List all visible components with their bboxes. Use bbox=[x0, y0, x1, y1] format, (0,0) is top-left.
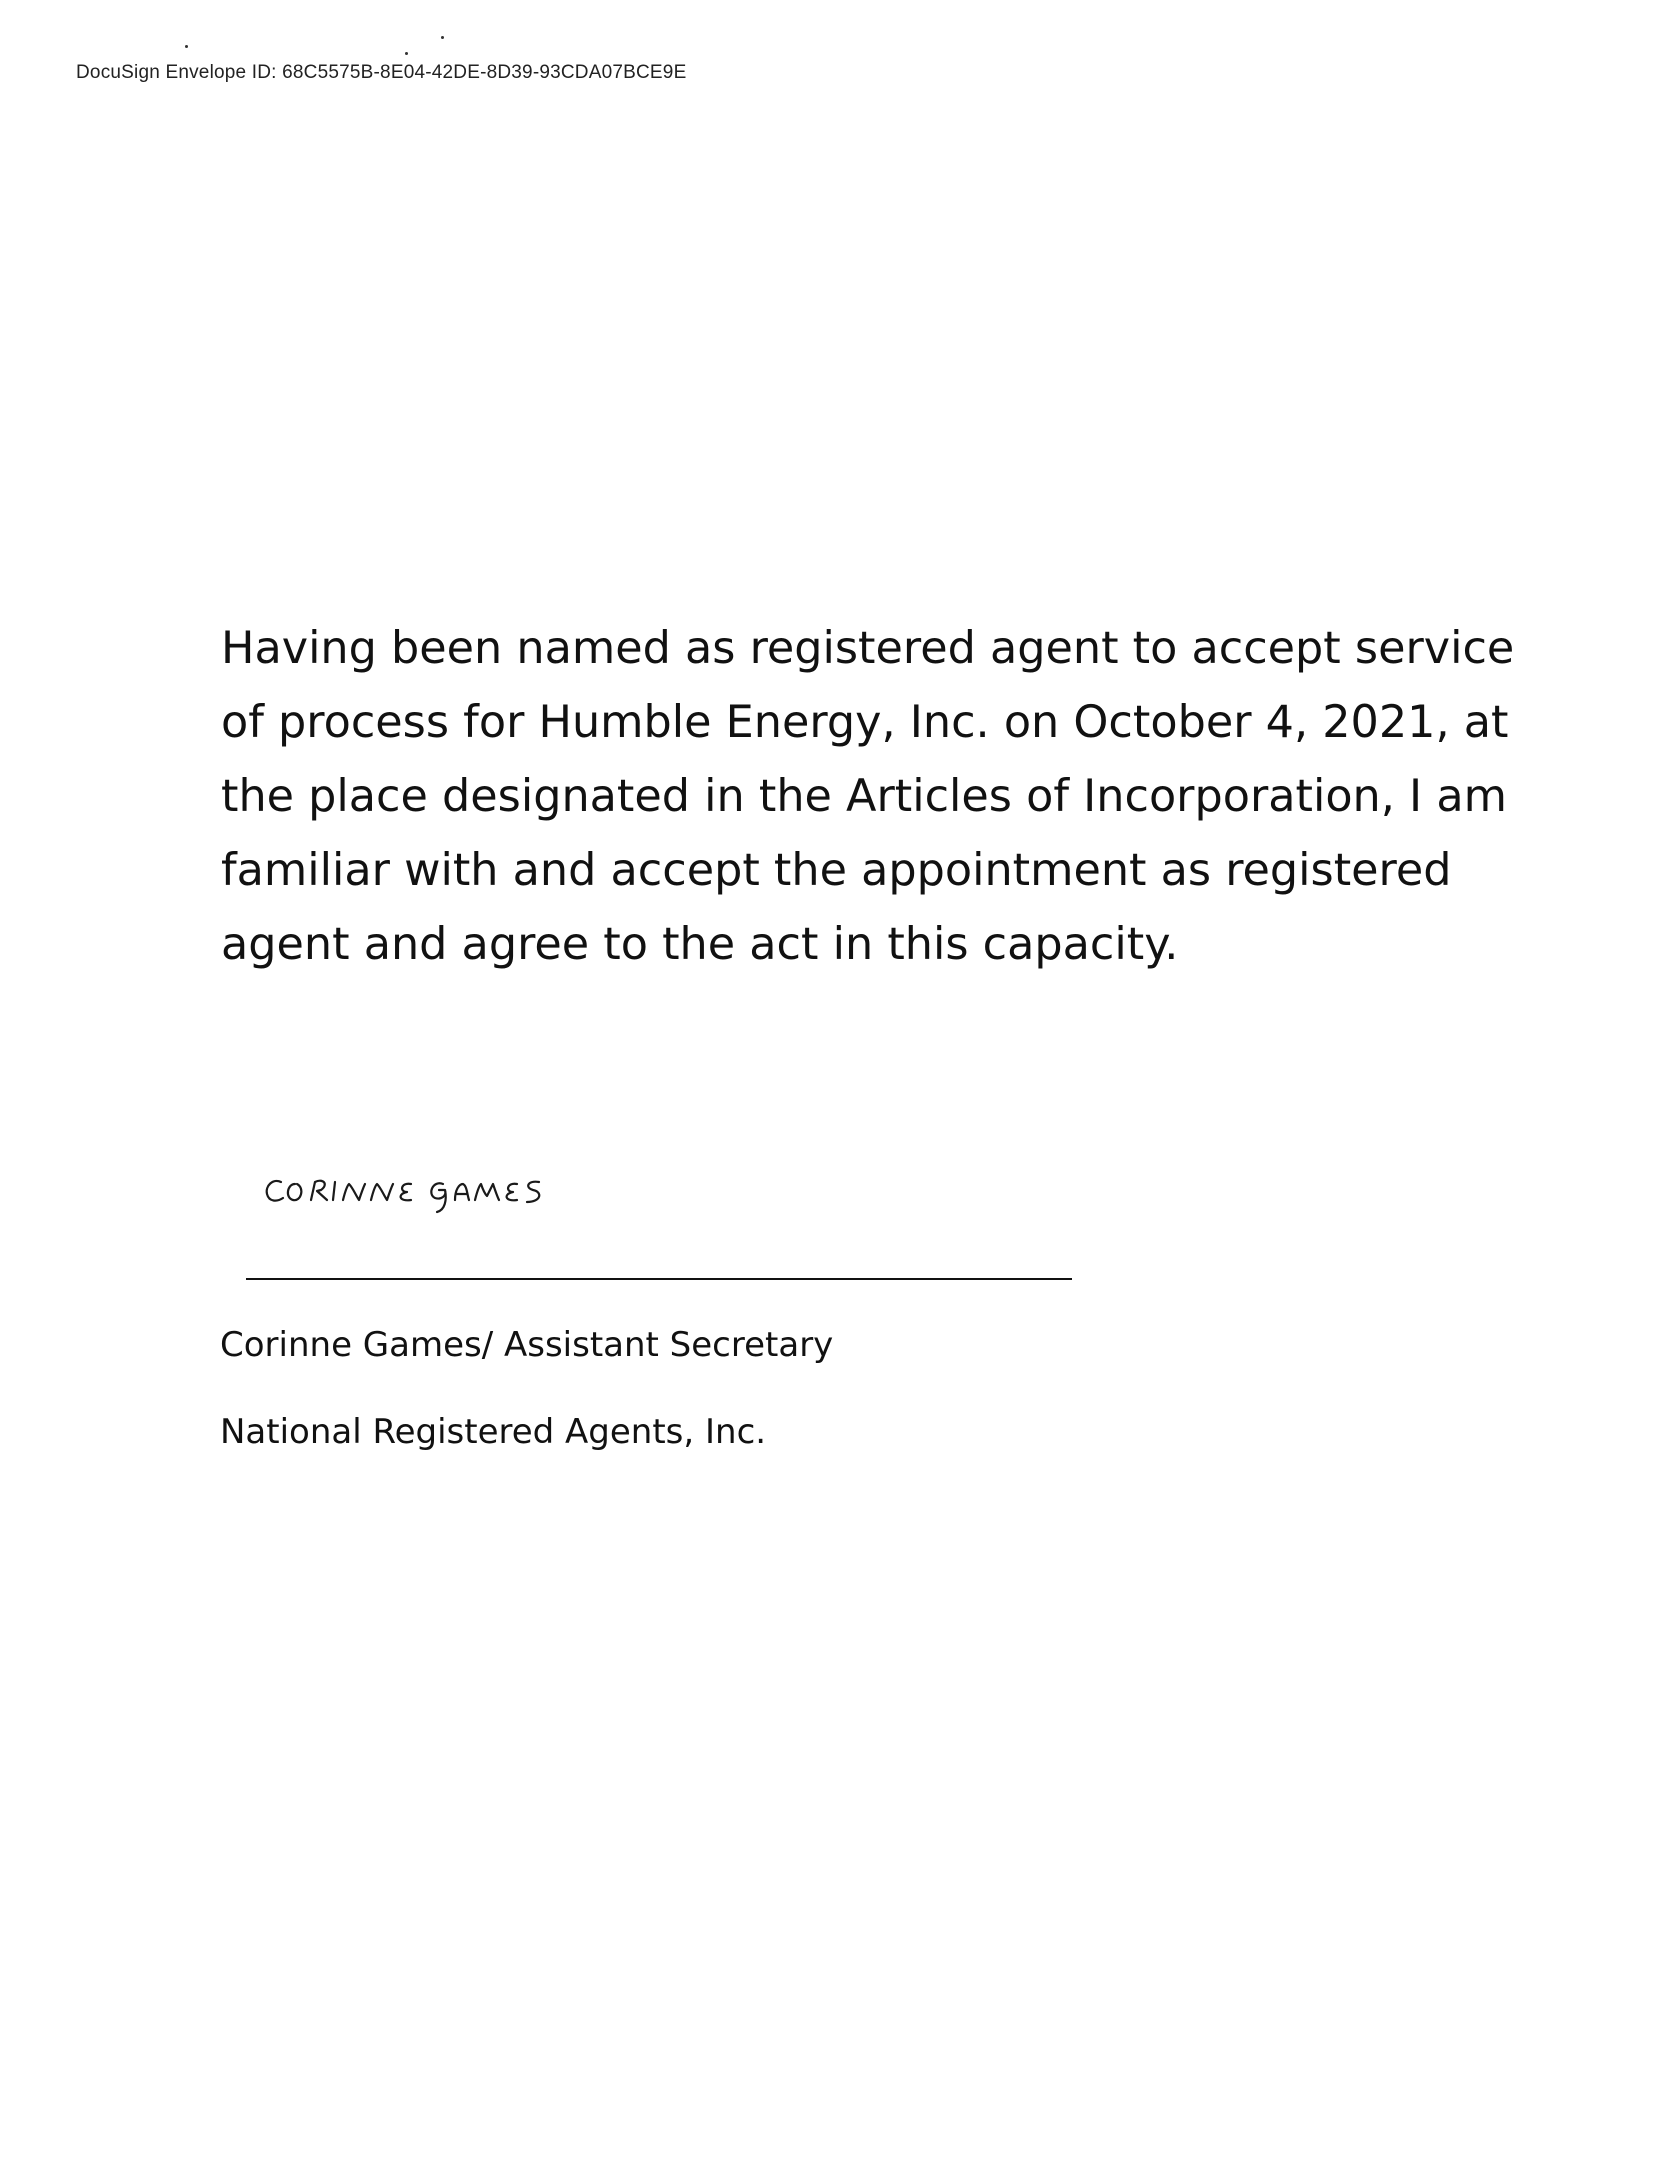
signer-name-title: Corinne Games/ Assistant Secretary bbox=[220, 1325, 834, 1365]
statement-line: familiar with and accept the appointment as registered bbox=[221, 845, 1452, 896]
acceptance-statement bbox=[221, 612, 1521, 982]
signer-organization: National Registered Agents, Inc. bbox=[220, 1412, 767, 1452]
scan-speck bbox=[405, 52, 408, 55]
docusign-envelope-id: DocuSign Envelope ID: 68C5575B-8E04-42DE-8D39-93CDA07BCE9E bbox=[76, 62, 687, 83]
statement-line: Having been named as registered agent to accept service bbox=[221, 623, 1515, 674]
statement-line: agent and agree to the act in this capacity. bbox=[221, 919, 1179, 970]
scan-speck bbox=[185, 45, 188, 48]
statement-line: of process for Humble Energy, Inc. on October 4, 2021, at bbox=[221, 697, 1509, 748]
statement-line: the place designated in the Articles of Incorporation, I am bbox=[221, 771, 1507, 822]
scan-speck bbox=[441, 36, 444, 39]
signature-line bbox=[246, 1278, 1072, 1280]
handwritten-signature bbox=[261, 1160, 561, 1220]
